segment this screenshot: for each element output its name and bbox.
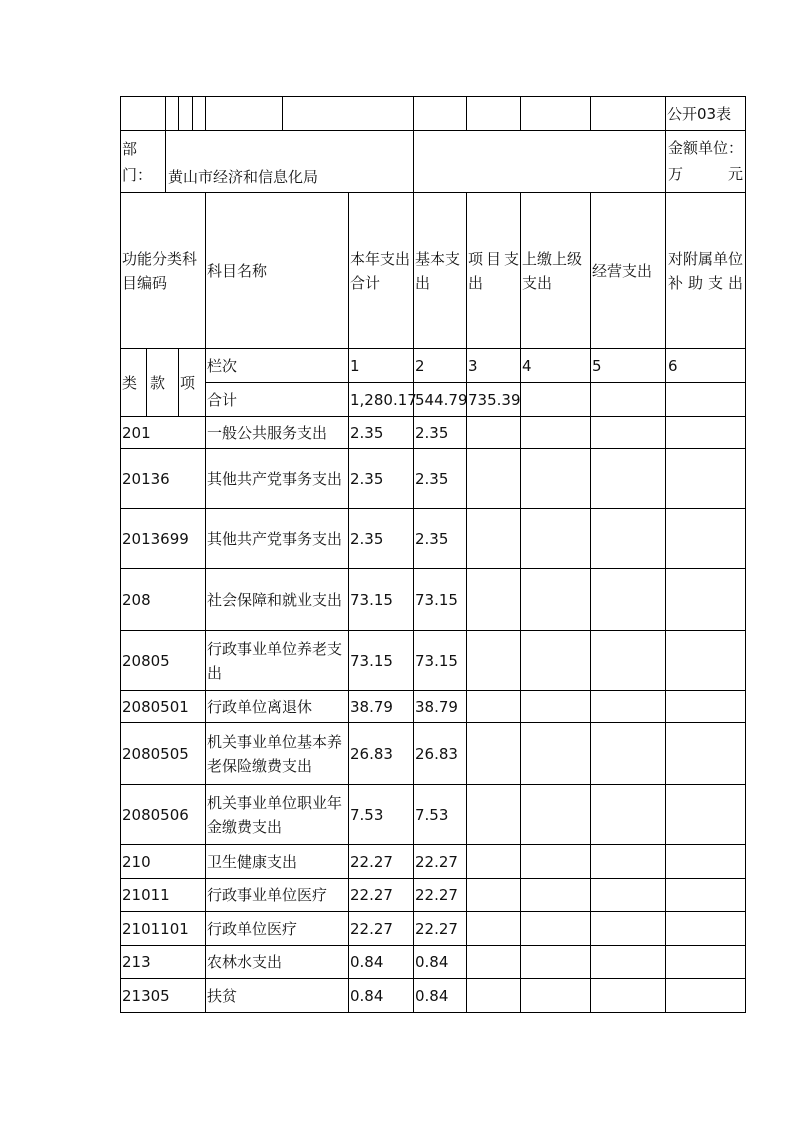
- column-index: 3: [468, 356, 478, 375]
- expenditure-table: [120, 96, 746, 1013]
- row-total: 22.27: [350, 852, 393, 871]
- grid-line: [665, 96, 666, 1013]
- header-basic: 基本支出: [415, 249, 461, 292]
- row-name: 行政事业单位医疗: [207, 886, 328, 904]
- row-total: 38.79: [350, 697, 393, 716]
- total-amount: 1,280.17: [350, 390, 417, 409]
- grid-line: [282, 96, 283, 130]
- total-basic: 544.79: [415, 390, 468, 409]
- row-code: 20136: [122, 469, 170, 488]
- row-total: 0.84: [350, 986, 384, 1005]
- grid-line: [192, 96, 193, 130]
- column-index: 2: [415, 356, 425, 375]
- total-project: 735.39: [468, 390, 521, 409]
- department-name: 黄山市经济和信息化局: [168, 167, 319, 186]
- row-total: 73.15: [350, 651, 393, 670]
- grid-line: [466, 96, 467, 130]
- header-total: 本年支出合计: [350, 249, 411, 292]
- row-total: 2.35: [350, 529, 384, 548]
- column-index: 5: [592, 356, 602, 375]
- header-code: 功能分类科目编码: [122, 249, 198, 292]
- unit-label: 金额单位：万元: [668, 139, 744, 183]
- row-basic: 0.84: [415, 953, 449, 971]
- row-total: 26.83: [350, 744, 393, 763]
- header-upper: 上缴上级支出: [522, 249, 583, 292]
- row-name: 行政事业单位养老支出: [207, 639, 343, 682]
- row-basic: 38.79: [415, 697, 458, 716]
- row-name: 行政单位离退休: [207, 697, 313, 716]
- grid-line: [120, 1012, 746, 1013]
- row-basic: 2.35: [415, 529, 449, 548]
- row-basic: 0.84: [415, 986, 449, 1005]
- header-business: 经营支出: [592, 261, 653, 280]
- row-code: 208: [122, 590, 151, 609]
- row-code: 2080505: [122, 744, 189, 763]
- row-name: 行政单位医疗: [207, 919, 298, 938]
- row-total: 73.15: [350, 590, 393, 609]
- row-basic: 73.15: [415, 590, 458, 609]
- header-subsidy: 对附属单位补助支出: [668, 249, 744, 292]
- header-project: 项目支出: [468, 249, 519, 292]
- column-index: 6: [668, 356, 678, 375]
- grid-line: [590, 96, 591, 130]
- row-name: 扶贫: [207, 986, 238, 1005]
- row-basic: 2.35: [415, 423, 449, 442]
- department-label: 部门：: [122, 139, 153, 184]
- row-code: 201: [122, 423, 151, 442]
- row-basic: 22.27: [415, 852, 458, 871]
- row-name: 其他共产党事务支出: [207, 529, 343, 548]
- column-row-label: 栏次: [207, 356, 238, 375]
- row-total: 22.27: [350, 886, 393, 904]
- grid-line: [165, 96, 166, 130]
- row-code: 2080506: [122, 805, 189, 824]
- grid-line: [745, 96, 746, 1013]
- row-code: 210: [122, 852, 151, 871]
- sub-header-lei: 类: [122, 373, 138, 392]
- row-name: 其他共产党事务支出: [207, 469, 343, 488]
- row-code: 2101101: [122, 919, 189, 938]
- grid-line: [205, 96, 206, 130]
- row-total: 2.35: [350, 423, 384, 442]
- row-name: 卫生健康支出: [207, 852, 298, 871]
- row-basic: 26.83: [415, 744, 458, 763]
- form-number: 公开03表: [667, 104, 732, 123]
- row-name: 社会保障和就业支出: [207, 590, 343, 609]
- row-code: 2080501: [122, 697, 189, 716]
- row-code: 21011: [122, 886, 170, 904]
- row-name: 机关事业单位基本养老保险缴费支出: [207, 732, 343, 775]
- row-code: 20805: [122, 651, 170, 670]
- row-total: 22.27: [350, 919, 393, 938]
- sub-header-xiang: 项: [180, 373, 196, 392]
- row-basic: 73.15: [415, 651, 458, 670]
- grid-line: [520, 96, 521, 130]
- row-basic: 22.27: [415, 919, 458, 938]
- row-name: 农林水支出: [207, 953, 283, 971]
- sub-header-kuan: 款: [150, 373, 166, 392]
- row-code: 21305: [122, 986, 170, 1005]
- row-total: 7.53: [350, 805, 384, 824]
- row-name: 机关事业单位职业年金缴费支出: [207, 793, 343, 836]
- row-basic: 7.53: [415, 805, 449, 824]
- total-row-label: 合计: [207, 390, 238, 409]
- column-index: 4: [522, 356, 532, 375]
- grid-line: [178, 96, 179, 130]
- row-code: 2013699: [122, 529, 189, 548]
- grid-line: [120, 96, 746, 97]
- header-name: 科目名称: [207, 261, 268, 280]
- column-index: 1: [350, 356, 360, 375]
- row-total: 0.84: [350, 953, 384, 971]
- row-basic: 2.35: [415, 469, 449, 488]
- row-code: 213: [122, 953, 151, 971]
- row-total: 2.35: [350, 469, 384, 488]
- row-name: 一般公共服务支出: [207, 423, 328, 442]
- row-basic: 22.27: [415, 886, 458, 904]
